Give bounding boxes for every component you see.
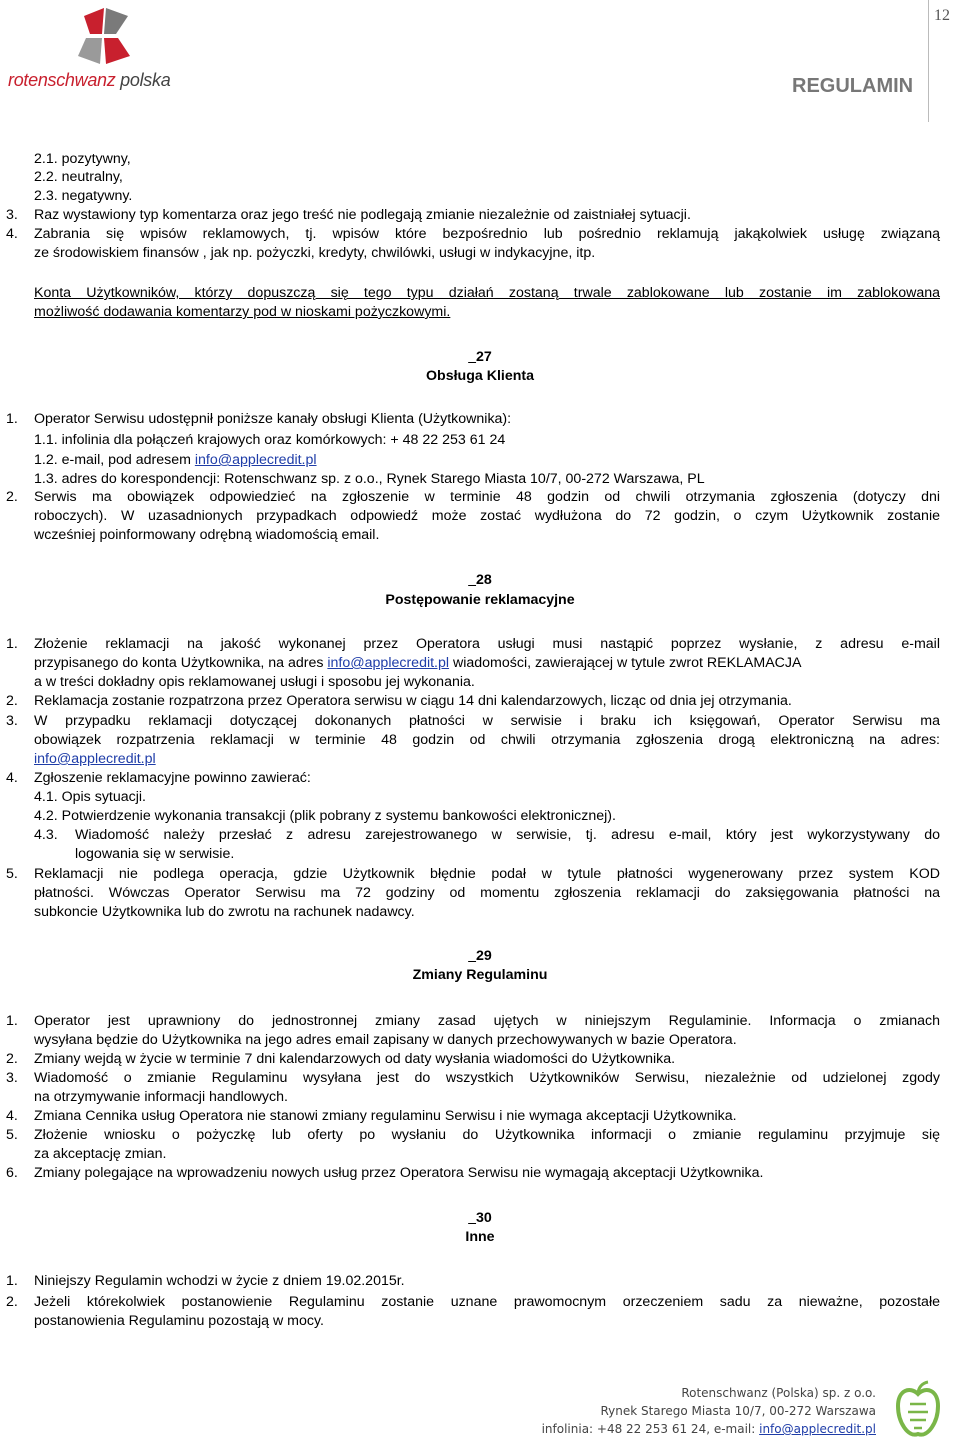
section-number: 28: [476, 572, 492, 588]
item-number: 2.: [6, 489, 18, 505]
list-item: Reklamacji nie podlega operacja, gdzie Użytkownik błędnie podał w tytule płatności wygenerowany przez system KOD: [34, 866, 940, 882]
footer-email-link[interactable]: info@applecredit.pl: [759, 1422, 876, 1436]
list-item: obowiązek rozpatrzenia reklamacji w terminie 48 godzin od chwili otrzymania zgłoszenia drogą elektroniczną na adres:: [34, 732, 940, 748]
list-item: Zgłoszenie reklamacyjne powinno zawierać:: [34, 770, 311, 786]
list-item: Wiadomość należy przesłać z adresu zarejestrowanego w serwisie, tj. adresu e-mail, który jest wykorzystywany do: [75, 827, 940, 843]
list-item: wcześniej poinformowany odrębną wiadomością email.: [34, 527, 380, 543]
list-item: Złożenie reklamacji na jakość wykonanej przez Operatora usługi musi nastąpić poprzez wysłanie, z adresu e-mail: [34, 636, 940, 652]
list-item: postanowienia Regulaminu pozostają w mocy.: [34, 1313, 324, 1329]
paragraph: możliwość dodawania komentarzy pod w nioskami pożyczkowymi.: [34, 304, 451, 320]
list-item: Reklamacja zostanie rozpatrzona przez Operatora serwisu w ciągu 14 dni kalendarzowych, licząc od dnia jej otrzymania.: [34, 693, 792, 709]
list-item: Niniejszy Regulamin wchodzi w życie z dniem 19.02.2015r.: [34, 1273, 405, 1289]
list-item: 2.3. negatywny.: [34, 188, 133, 204]
list-item: a w treści dokładny opis reklamowanej usługi i sposobu jej wykonania.: [34, 674, 475, 690]
list-item: 1.3. adres do korespondencji: Rotenschwanz sp. z o.o., Rynek Starego Miasta 10/7, 00-272 Warszawa, PL: [34, 471, 705, 487]
list-item: logowania się w serwisie.: [75, 846, 235, 862]
item-number: 1.: [6, 1013, 18, 1029]
list-item: W przypadku reklamacji dotyczącej dokonanych płatności w serwisie i braku ich księgowań, Operator Serwisu ma: [34, 713, 940, 729]
logo-mark-icon: [78, 8, 130, 64]
list-item: Zmiana Cennika usług Operatora nie stanowi zmiany regulaminu Serwisu i nie wymaga akceptacji Użytkownika.: [34, 1108, 737, 1124]
section-number: 30: [476, 1210, 492, 1226]
header-divider: [928, 0, 929, 122]
item-number: 4.: [6, 226, 18, 242]
list-item: 1.1. infolinia dla połączeń krajowych oraz komórkowych: + 48 22 253 61 24: [34, 432, 506, 448]
list-item: przypisanego do konta Użytkownika, na adres info@applecredit.pl wiadomości, zawierającej w tytule zwrot REKLAMACJA: [34, 655, 802, 671]
item-number: 3.: [6, 713, 18, 729]
item-number: 4.: [6, 770, 18, 786]
list-item: Zmiany wejdą w życie w terminie 7 dni kalendarzowych od daty wysłania wiadomości do Użytkownika.: [34, 1051, 676, 1067]
section-title: Inne: [465, 1229, 495, 1245]
list-item: Jeżeli którekolwiek postanowienie Regulaminu zostanie uznane prawomocnym orzeczeniem sadu za nieważne, pozostałe: [34, 1294, 940, 1310]
list-item: Zabrania się wpisów reklamowych, tj. wpisów które bezpośrednio lub pośrednio reklamują jakąkolwiek usługę związaną: [34, 226, 940, 242]
list-item: Złożenie wniosku o pożyczkę lub oferty po wysłaniu do Użytkownika informacji o zmianie regulaminu przyjmuje się: [34, 1127, 940, 1143]
list-item: na otrzymywanie informacji handlowych.: [34, 1089, 288, 1105]
paragraph: Konta Użytkowników, którzy dopuszczą się tego typu działań zostaną trwale zablokowane lub zostanie im zablokowana: [34, 285, 940, 301]
list-item: za akceptację zmian.: [34, 1146, 167, 1162]
item-number: 6.: [6, 1165, 18, 1181]
logo-wordmark: rotenschwanz polska: [8, 70, 171, 90]
list-item: 2.1. pozytywny,: [34, 151, 131, 167]
list-item: 4.2. Potwierdzenie wykonania transakcji (plik pobrany z systemu bankowości elektronicznej).: [34, 808, 616, 824]
item-number: 3.: [6, 1070, 18, 1086]
item-number: 3.: [6, 207, 18, 223]
item-number: 1.: [6, 411, 18, 427]
footer-contact: infolinia: +48 22 253 61 24, e-mail: info@applecredit.pl: [541, 1422, 876, 1436]
item-number: 4.: [6, 1108, 18, 1124]
section-title: Postępowanie reklamacyjne: [385, 592, 575, 608]
item-number: 2.: [6, 1051, 18, 1067]
email-link[interactable]: info@applecredit.pl: [327, 655, 450, 671]
section-number: 29: [476, 948, 492, 964]
section-number: 27: [476, 349, 492, 365]
list-item: płatności. Wówczas Operator Serwisu ma 72 godziny od momentu zgłoszenia reklamacji do zaksięgowania płatności na: [34, 885, 940, 901]
list-item: [34, 750, 156, 769]
list-item: Wiadomość o zmianie Regulaminu wysyłana jest do wszystkich Użytkowników Serwisu, niezależnie od udzielonej zgody: [34, 1070, 940, 1086]
header-title: REGULAMIN: [792, 75, 914, 97]
list-item: 2.2. neutralny,: [34, 169, 123, 185]
section-title: Obsługa Klienta: [426, 368, 534, 384]
list-item: subkoncie Użytkownika lub do zwrotu na rachunek nadawcy.: [34, 904, 415, 920]
page-number: 12: [934, 7, 950, 24]
list-item: Serwis ma obowiązek odpowiedzieć na zgłoszenie w terminie 48 godzin od chwili otrzymania zgłoszenia (dotyczy dni: [34, 489, 940, 505]
apple-logo-icon: [892, 1380, 944, 1442]
section-title: Zmiany Regulaminu: [412, 967, 548, 983]
list-item: Operator jest uprawniony do jednostronnej zmiany zasad ujętych w niniejszym Regulaminie. Informacja o zmianach: [34, 1013, 940, 1029]
footer-address: Rynek Starego Miasta 10/7, 00-272 Warszawa: [600, 1404, 876, 1418]
email-link[interactable]: info@applecredit.pl: [194, 452, 317, 468]
item-number: 2.: [6, 693, 18, 709]
list-item: Raz wystawiony typ komentarza oraz jego treść nie podlegają zmianie niezależnie od zaistniałej sytuacji.: [34, 207, 691, 223]
item-number: 5.: [6, 1127, 18, 1143]
list-item: 1.2. e-mail, pod adresem info@applecredit.pl: [34, 452, 317, 468]
list-item: 4.1. Opis sytuacji.: [34, 789, 146, 805]
item-number: 5.: [6, 866, 18, 882]
footer-company: Rotenschwanz (Polska) sp. z o.o.: [681, 1386, 876, 1400]
item-number: 2.: [6, 1294, 18, 1310]
item-number: 1.: [6, 1273, 18, 1289]
item-number: 4.3.: [34, 827, 58, 843]
email-link[interactable]: info@applecredit.pl: [34, 751, 156, 767]
item-number: 1.: [6, 636, 18, 652]
list-item: roboczych). W uzasadnionych przypadkach odpowiedź może zostać wydłużona do 72 godzin, o czym Użytkownik zostanie: [34, 508, 940, 524]
list-item: ze środowiskiem finansów , jak np. pożyczki, kredyty, chwilówki, usługi w indykacyjne, itp.: [34, 245, 596, 261]
list-item: Zmiany polegające na wprowadzeniu nowych usług przez Operatora Serwisu nie wymagają akceptacji Użytkownika.: [34, 1165, 764, 1181]
list-item: wysyłana będzie do Użytkownika na jego adres email zapisany w danych przechowywanych w bazie Operatora.: [34, 1032, 737, 1048]
list-item: Operator Serwisu udostępnił poniższe kanały obsługi Klienta (Użytkownika):: [34, 411, 512, 427]
